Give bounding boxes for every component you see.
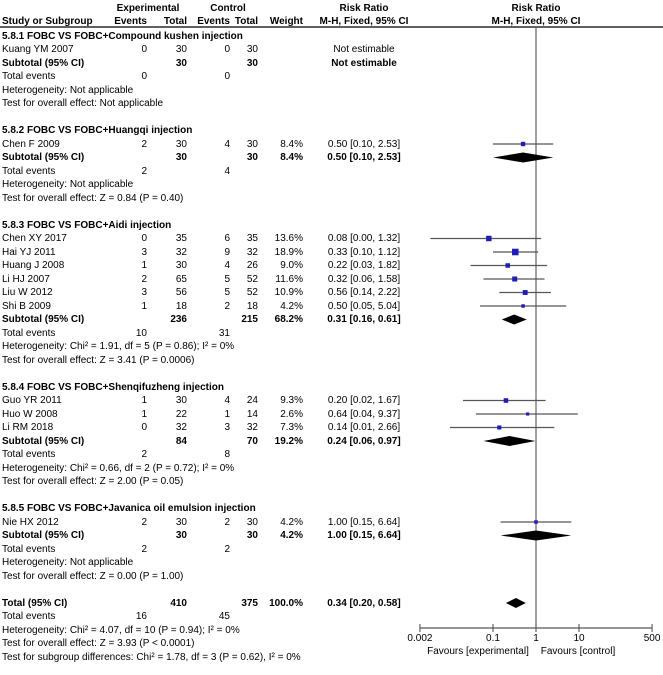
exp-total: 22 — [175, 408, 187, 420]
column-header-exp-events: Events — [114, 15, 147, 27]
column-header-risk-ratio: Risk Ratio — [339, 3, 389, 14]
weight: 11.6% — [275, 273, 303, 285]
exp-events: 3 — [141, 287, 147, 298]
note-line: Test for overall effect: Not applicable — [2, 98, 164, 109]
total-events-label: Total events — [2, 449, 56, 460]
section-header: 5.8.4 FOBC VS FOBC+Shenqifuzheng injection — [2, 381, 224, 393]
weight: 8.4% — [280, 138, 303, 150]
effect-square — [497, 425, 501, 429]
ctl-total: 32 — [246, 422, 258, 433]
grand-total-label: Total (95% CI) — [2, 597, 68, 609]
study-name: Li RM 2018 — [2, 422, 54, 433]
subtotal-ctl-total: 30 — [246, 530, 258, 541]
ctl-events: 3 — [224, 422, 230, 433]
total-events-label: Total events — [2, 165, 56, 177]
ci-text: 0.33 [0.10, 1.12] — [327, 246, 401, 258]
note-line: Heterogeneity: Chi² = 1.91, df = 5 (P = 0.86); I² = 0% — [2, 341, 235, 352]
grand-total-exp-total: 410 — [170, 597, 187, 609]
ctl-total: 30 — [246, 44, 258, 55]
plot-header-mh-ci: M-H, Fixed, 95% CI — [491, 15, 581, 27]
exp-total: 35 — [175, 233, 187, 244]
total-events-label: Total events — [2, 611, 56, 622]
ctl-events: 4 — [224, 138, 230, 150]
subtotal-ctl-total: 30 — [246, 57, 258, 69]
ctl-total: 30 — [246, 138, 258, 150]
section-header: 5.8.3 FOBC VS FOBC+Aidi injection — [2, 219, 172, 231]
note-line: Heterogeneity: Not applicable — [2, 179, 134, 190]
total-events-exp: 2 — [141, 165, 147, 177]
exp-events: 1 — [141, 408, 147, 420]
total-events-ctl: 31 — [218, 327, 230, 339]
grand-total-ci-text: 0.34 [0.20, 0.58] — [327, 597, 401, 609]
ctl-total: 35 — [246, 233, 258, 244]
weight: 4.2% — [280, 516, 303, 528]
ci-text: 0.08 [0.00, 1.32] — [327, 233, 401, 244]
weight: 10.9% — [274, 287, 303, 298]
study-name: Liu W 2012 — [2, 287, 53, 298]
ctl-total: 24 — [246, 395, 258, 406]
total-events-label: Total events — [2, 543, 56, 555]
study-name: Chen F 2009 — [2, 138, 60, 150]
exp-total: 30 — [175, 138, 187, 150]
effect-square — [504, 398, 509, 403]
exp-total: 30 — [175, 516, 187, 528]
ctl-total: 26 — [246, 260, 258, 271]
subtotal-exp-total: 84 — [175, 435, 187, 447]
group-header-experimental: Experimental — [116, 3, 180, 14]
total-events-exp: 2 — [141, 449, 147, 460]
total-events-exp: 2 — [141, 543, 147, 555]
column-header-mh-ci: M-H, Fixed, 95% CI — [319, 15, 409, 27]
total-events-ctl: 8 — [224, 449, 230, 460]
ctl-events: 4 — [224, 395, 230, 406]
weight: 18.9% — [274, 246, 303, 258]
total-events-ctl: 4 — [224, 165, 230, 177]
ctl-total: 52 — [246, 287, 258, 298]
ci-text: Not estimable — [333, 44, 395, 55]
ci-text: 0.32 [0.06, 1.58] — [327, 273, 401, 285]
subtotal-label: Subtotal (95% CI) — [2, 57, 85, 69]
weight: 7.3% — [280, 422, 303, 433]
exp-events: 2 — [141, 138, 147, 150]
weight: 2.6% — [280, 408, 303, 420]
weight: 9.0% — [280, 260, 303, 271]
ctl-events: 9 — [224, 246, 230, 258]
exp-events: 1 — [141, 300, 147, 312]
section-header: 5.8.1 FOBC VS FOBC+Compound kushen injection — [2, 30, 243, 42]
effect-square — [512, 276, 517, 281]
study-name: Chen XY 2017 — [2, 233, 67, 244]
subtotal-label: Subtotal (95% CI) — [2, 152, 85, 163]
pooled-diamond — [483, 436, 535, 446]
total-events-exp: 0 — [141, 71, 147, 82]
subtotal-exp-total: 30 — [175, 57, 187, 69]
grand-total-ctl-total: 375 — [241, 597, 258, 609]
ctl-events: 2 — [224, 300, 230, 312]
ctl-total: 14 — [246, 408, 258, 420]
exp-total: 32 — [175, 246, 187, 258]
axis-tick-label: 0.002 — [407, 632, 433, 644]
favours-control-label: Favours [control] — [540, 646, 616, 657]
plot-header-risk-ratio: Risk Ratio — [511, 3, 561, 14]
column-header-ctl-total: Total — [234, 15, 258, 27]
section-header: 5.8.2 FOBC VS FOBC+Huangqi injection — [2, 125, 193, 136]
exp-events: 0 — [141, 233, 147, 244]
exp-total: 30 — [175, 260, 187, 271]
effect-square — [521, 304, 524, 307]
subtotal-ctl-total: 30 — [246, 152, 258, 163]
subtotal-ci-text: 0.31 [0.16, 0.61] — [327, 314, 401, 325]
subtotal-weight: 68.2% — [274, 314, 303, 325]
exp-total: 32 — [175, 422, 187, 433]
subtotal-label: Subtotal (95% CI) — [2, 314, 85, 325]
total-events-label: Total events — [2, 71, 56, 82]
ctl-events: 4 — [224, 260, 230, 271]
subtotal-weight: 8.4% — [280, 152, 303, 163]
weight: 9.3% — [280, 395, 303, 406]
subtotal-weight: 4.2% — [280, 530, 303, 541]
effect-square — [512, 249, 519, 256]
subtotal-ci-text: 1.00 [0.15, 6.64] — [327, 530, 401, 541]
pooled-diamond — [506, 598, 526, 608]
note-line: Test for overall effect: Z = 0.84 (P = 0.40) — [2, 192, 184, 204]
axis-tick-label: 1 — [533, 632, 539, 644]
subtotal-exp-total: 236 — [170, 314, 187, 325]
study-name: Huang J 2008 — [2, 260, 65, 271]
ci-text: 0.50 [0.05, 5.04] — [327, 300, 401, 312]
study-name: Shi B 2009 — [2, 300, 51, 312]
subtotal-ctl-total: 70 — [246, 435, 258, 447]
note-line: Heterogeneity: Chi² = 0.66, df = 2 (P = 0.72); I² = 0% — [2, 462, 235, 474]
note-line: Heterogeneity: Not applicable — [2, 84, 134, 96]
ci-text: 0.50 [0.10, 2.53] — [327, 138, 401, 150]
effect-square — [526, 412, 529, 415]
note-line: Test for overall effect: Z = 3.41 (P = 0.0006) — [2, 354, 195, 366]
subtotal-label: Subtotal (95% CI) — [2, 530, 85, 541]
subtotal-ctl-total: 215 — [241, 314, 258, 325]
weight: 4.2% — [280, 300, 303, 312]
total-events-label: Total events — [2, 327, 56, 339]
total-events-exp: 16 — [135, 611, 147, 622]
ci-text: 0.20 [0.02, 1.67] — [327, 395, 401, 406]
ctl-events: 1 — [224, 408, 230, 420]
total-events-ctl: 45 — [218, 611, 230, 622]
column-header-weight: Weight — [269, 15, 303, 27]
effect-square — [534, 520, 537, 523]
group-header-control: Control — [210, 3, 246, 14]
total-events-ctl: 2 — [224, 543, 230, 555]
pooled-diamond — [502, 315, 527, 325]
study-name: Li HJ 2007 — [2, 273, 50, 285]
exp-total: 30 — [175, 44, 187, 55]
axis-tick-label: 10 — [573, 632, 585, 644]
study-name: Guo YR 2011 — [2, 395, 62, 406]
ci-text: 0.56 [0.14, 2.22] — [327, 287, 401, 298]
axis-tick-label: 500 — [643, 632, 661, 644]
ctl-events: 0 — [224, 44, 230, 55]
section-header: 5.8.5 FOBC VS FOBC+Javanica oil emulsion injection — [2, 503, 256, 514]
effect-square — [486, 236, 491, 241]
note-line: Test for subgroup differences: Chi² = 1.78, df = 3 (P = 0.62), I² = 0% — [2, 651, 301, 663]
subtotal-ci-text: 0.50 [0.10, 2.53] — [327, 152, 401, 163]
note-line: Test for overall effect: Z = 3.93 (P < 0.0001) — [2, 638, 195, 649]
axis-tick-label: 0.1 — [486, 632, 500, 644]
ctl-total: 32 — [246, 246, 258, 258]
exp-total: 56 — [175, 287, 187, 298]
ctl-events: 5 — [224, 273, 230, 285]
effect-square — [505, 263, 509, 267]
exp-events: 1 — [141, 395, 147, 406]
weight: 13.6% — [274, 233, 303, 244]
exp-events: 0 — [141, 422, 147, 433]
exp-events: 2 — [141, 516, 147, 528]
column-header-ctl-events: Events — [197, 15, 230, 27]
favours-experimental-label: Favours [experimental] — [427, 646, 529, 657]
study-name: Hai YJ 2011 — [2, 246, 56, 258]
subtotal-weight: 19.2% — [274, 435, 303, 447]
column-header-study: Study or Subgroup — [2, 15, 93, 27]
subtotal-exp-total: 30 — [175, 530, 187, 541]
grand-total-weight: 100.0% — [269, 597, 303, 609]
ci-text: 0.14 [0.01, 2.66] — [327, 422, 401, 433]
ci-text: 0.22 [0.03, 1.82] — [327, 260, 401, 271]
subtotal-ci-text: 0.24 [0.06, 0.97] — [327, 435, 401, 447]
study-name: Nie HX 2012 — [2, 516, 59, 528]
pooled-diamond — [493, 153, 553, 163]
ci-text: 1.00 [0.15, 6.64] — [327, 516, 401, 528]
exp-total: 18 — [175, 300, 187, 312]
effect-square — [523, 290, 528, 295]
column-header-exp-total: Total — [163, 15, 187, 27]
ctl-total: 18 — [246, 300, 258, 312]
subtotal-ci-text: Not estimable — [331, 57, 397, 69]
ctl-total: 52 — [246, 273, 258, 285]
note-line: Heterogeneity: Not applicable — [2, 557, 134, 568]
exp-events: 2 — [141, 273, 147, 285]
effect-square — [521, 142, 525, 146]
ctl-events: 5 — [224, 287, 230, 298]
pooled-diamond — [501, 531, 572, 541]
exp-total: 30 — [175, 395, 187, 406]
ctl-events: 6 — [224, 233, 230, 244]
ctl-events: 2 — [224, 516, 230, 528]
note-line: Test for overall effect: Z = 0.00 (P = 1.00) — [2, 570, 184, 582]
study-name: Kuang YM 2007 — [2, 44, 74, 55]
note-line: Heterogeneity: Chi² = 4.07, df = 10 (P = 0.94); I² = 0% — [2, 624, 240, 636]
exp-total: 65 — [175, 273, 187, 285]
study-name: Huo W 2008 — [2, 408, 58, 420]
note-line: Test for overall effect: Z = 2.00 (P = 0.05) — [2, 476, 184, 487]
subtotal-label: Subtotal (95% CI) — [2, 435, 85, 447]
exp-events: 0 — [141, 44, 147, 55]
ctl-total: 30 — [246, 516, 258, 528]
total-events-ctl: 0 — [224, 71, 230, 82]
subtotal-exp-total: 30 — [175, 152, 187, 163]
ci-text: 0.64 [0.04, 9.37] — [327, 408, 401, 420]
total-events-exp: 10 — [135, 327, 147, 339]
exp-events: 1 — [141, 260, 147, 271]
exp-events: 3 — [141, 246, 147, 258]
